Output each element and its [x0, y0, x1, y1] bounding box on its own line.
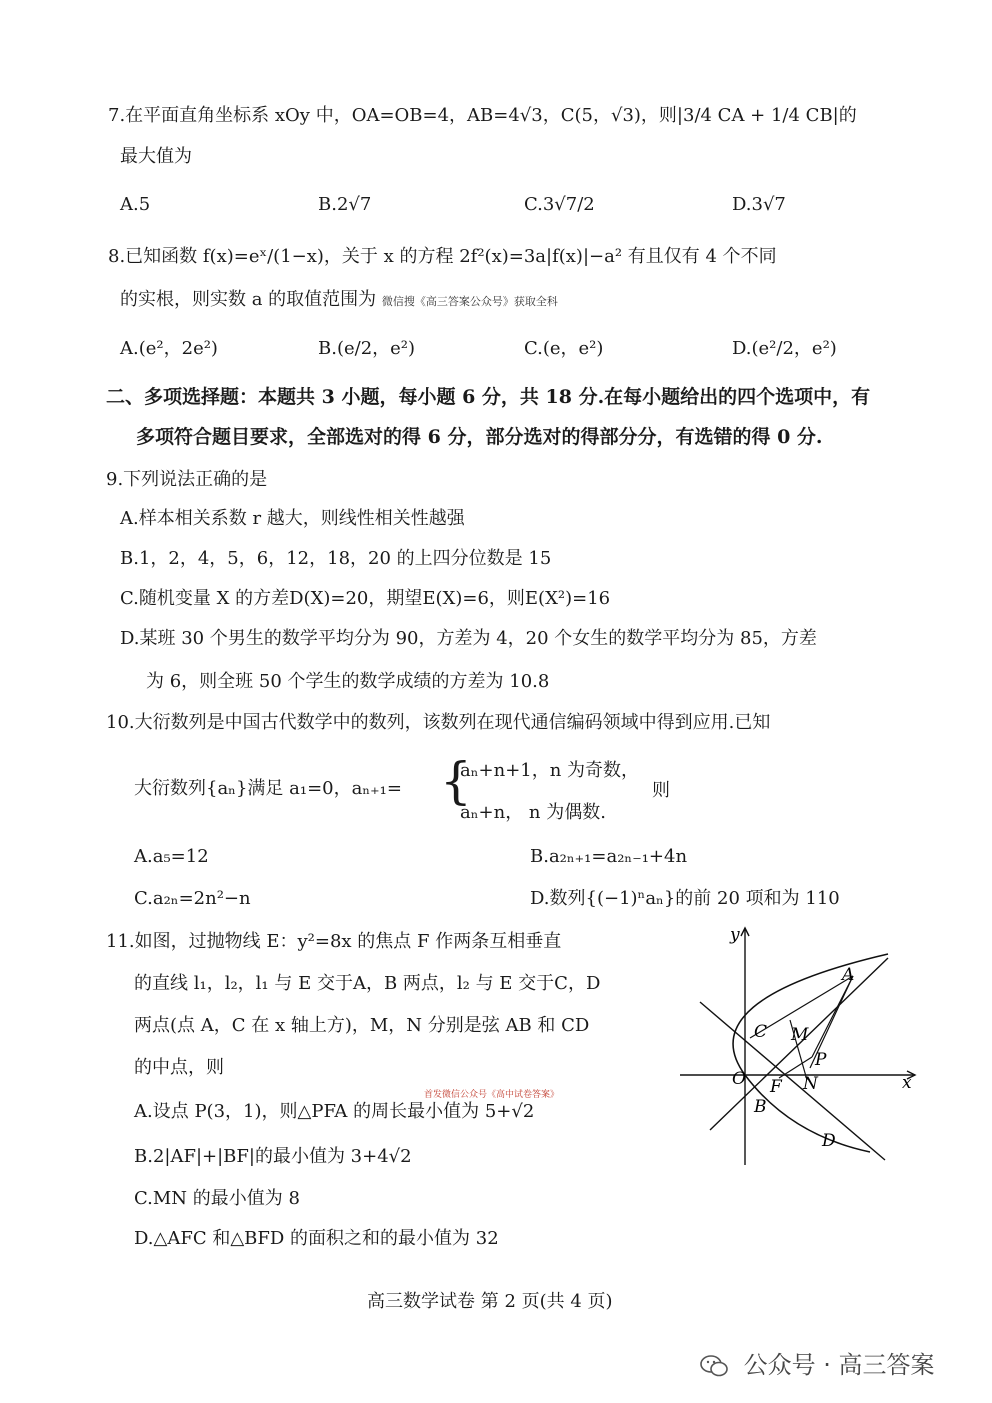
- q10-option-d: D.数列{(−1)ⁿaₙ}的前 20 项和为 110: [530, 888, 840, 909]
- label-m: M: [791, 1025, 809, 1045]
- q11-option-d: D.△AFC 和△BFD 的面积之和的最小值为 32: [134, 1228, 499, 1249]
- q11-option-a: A.设点 P(3，1)，则△PFA 的周长最小值为 5+√2: [134, 1101, 535, 1122]
- q8-watermark-note: 微信搜《高三答案公众号》获取全科: [381, 295, 558, 308]
- q10-case-even: aₙ+n， n 为偶数.: [460, 802, 606, 823]
- q9-option-b: B.1，2，4，5，6，12，18，20 的上四分位数是 15: [120, 548, 552, 569]
- q9-option-d-line1: D.某班 30 个男生的数学平均分为 90，方差为 4，20 个女生的数学平均分为 85，方差: [120, 628, 817, 649]
- q9-option-d-line2: 为 6，则全班 50 个学生的数学成绩的方差为 10.8: [146, 671, 550, 692]
- q7-option-a: A.5: [120, 194, 151, 215]
- label-x: x: [902, 1073, 912, 1093]
- q9-option-a: A.样本相关系数 r 越大，则线性相关性越强: [120, 508, 465, 529]
- q11-option-b: B.2|AF|+|BF|的最小值为 3+4√2: [134, 1146, 412, 1167]
- label-c: C: [754, 1022, 768, 1042]
- q11-stem-line4: 的中点，则: [134, 1057, 224, 1078]
- q8-stem-line1: 8.已知函数 f(x)=eˣ/(1−x)，关于 x 的方程 2f²(x)=3a|f(x)|−a² 有且仅有 4 个不同: [108, 246, 777, 267]
- label-d: D: [822, 1131, 836, 1151]
- q10-stem-prefix: 大衍数列{aₙ}满足 a₁=0，aₙ₊₁=: [134, 778, 402, 799]
- parabola-curve: [733, 954, 888, 1152]
- watermark-text: 公众号 · 高三答案: [743, 1351, 935, 1379]
- q8-option-d: D.(e²/2，e²): [732, 338, 837, 359]
- label-y: y: [730, 925, 740, 945]
- page-footer: 高三数学试卷 第 2 页(共 4 页): [367, 1291, 613, 1312]
- q10-stem-line1: 10.大衍数列是中国古代数学中的数列，该数列在现代通信编码领域中得到应用.已知: [106, 712, 771, 733]
- q10-stem-suffix: 则: [652, 780, 670, 801]
- q10-case-odd: aₙ+n+1，n 为奇数，: [460, 760, 640, 781]
- section2-title-line2: 多项符合题目要求，全部选对的得 6 分，部分选对的得部分分，有选错的得 0 分.: [136, 426, 823, 448]
- q11-stem-line1: 11.如图，过抛物线 E：y²=8x 的焦点 F 作两条互相垂直: [106, 931, 562, 952]
- label-b: B: [754, 1097, 767, 1117]
- q10-piecewise-brace: {: [440, 752, 472, 810]
- q10-option-a: A.a₅=12: [134, 846, 209, 867]
- q8-option-c: C.(e，e²): [524, 338, 604, 359]
- q7-option-b: B.2√7: [318, 194, 372, 215]
- q10-option-c: C.a₂ₙ=2n²−n: [134, 888, 251, 909]
- q8-stem-line2: [120, 287, 558, 315]
- q8-option-a: A.(e²，2e²): [120, 338, 218, 359]
- q7-stem-line2: 最大值为: [120, 146, 192, 167]
- label-n: N: [803, 1074, 818, 1094]
- q10-option-b: B.a₂ₙ₊₁=a₂ₙ₋₁+4n: [530, 846, 688, 867]
- q8-option-b: B.(e/2，e²): [318, 338, 416, 359]
- wechat-icon: [700, 1355, 728, 1377]
- account-watermark: [700, 1345, 935, 1380]
- q7-option-d: D.3√7: [732, 194, 786, 215]
- q7-option-c: C.3√7/2: [524, 194, 595, 215]
- section2-title-line1: 二、多项选择题：本题共 3 小题，每小题 6 分，共 18 分.在每小题给出的四个选项中，有: [106, 386, 871, 408]
- q11-stem-line2: 的直线 l₁，l₂，l₁ 与 E 交于A，B 两点，l₂ 与 E 交于C，D: [134, 973, 601, 994]
- label-a: A: [842, 965, 855, 985]
- label-f: F: [770, 1077, 782, 1097]
- q11-watermark-note: 首发微信公众号《高中试卷答案》: [424, 1090, 560, 1100]
- q11-parabola-figure: [670, 920, 920, 1170]
- q9-stem: 9.下列说法正确的是: [106, 469, 268, 490]
- label-o: O: [732, 1069, 746, 1089]
- q9-option-c: C.随机变量 X 的方差D(X)=20，期望E(X)=6，则E(X²)=16: [120, 588, 611, 609]
- q11-stem-line3: 两点(点 A，C 在 x 轴上方)，M，N 分别是弦 AB 和 CD: [134, 1015, 590, 1036]
- q11-option-c: C.MN 的最小值为 8: [134, 1188, 300, 1209]
- label-p: P: [815, 1050, 827, 1070]
- q7-stem-line1: 7.在平面直角坐标系 xOy 中，OA=OB=4，AB=4√3，C(5，√3)，则|3/4 CA + 1/4 CB|的: [108, 105, 857, 126]
- q8-stem-text: 的实根，则实数 a 的取值范围为: [120, 289, 377, 310]
